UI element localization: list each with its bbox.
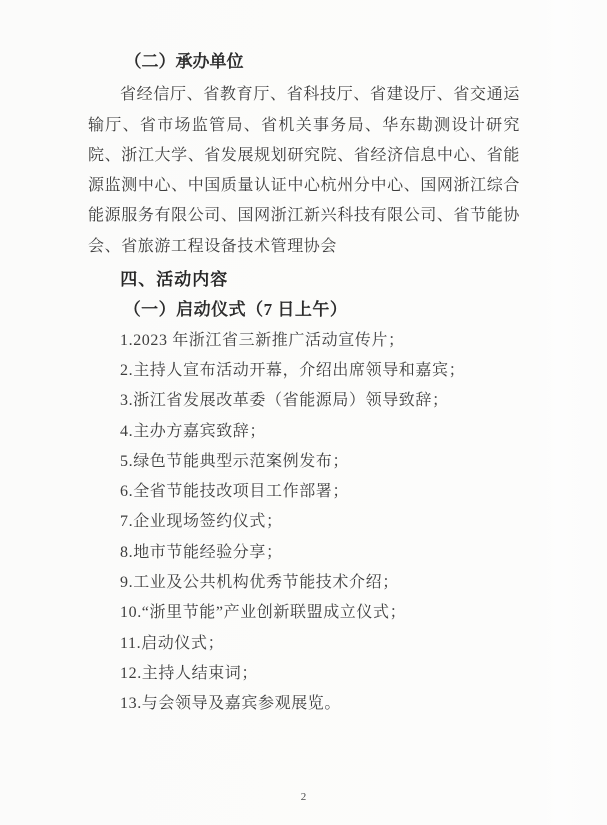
organizers-paragraph: 省经信厅、省教育厅、省科技厅、省建设厅、省交通运输厅、省市场监管局、省机关事务局、华东勘测设计研究院、浙江大学、省发展规划研究院、省经济信息中心、省能源监测中心、中国质量认证中心杭州分中心、国网浙江综合能源服务有限公司、国网浙江新兴科技有限公司、省节能协会、省旅游工程设备技术管理协会 [88, 86, 520, 255]
agenda-item: 11.启动仪式； [120, 634, 225, 652]
section-heading-organizers: （二）承办单位 [124, 52, 244, 71]
agenda-item: 8.地市节能经验分享； [120, 543, 283, 561]
agenda-item: 6.全省节能技改项目工作部署； [120, 483, 350, 501]
agenda-item: 2.主持人宣布活动开幕，介绍出席领导和嘉宾； [120, 361, 466, 379]
section-heading-activity-content: 四、活动内容 [120, 270, 229, 290]
subsection-heading-launch-ceremony: （一）启动仪式（7 日上午） [123, 300, 348, 320]
agenda-item: 5.绿色节能典型示范案例发布； [120, 452, 350, 470]
document-content [88, 47, 520, 720]
agenda-item: 12.主持人结束词； [120, 664, 259, 682]
agenda-item: 7.企业现场签约仪式； [120, 513, 283, 531]
agenda-item: 4.主办方嘉宾致辞； [120, 422, 267, 440]
agenda-item: 9.工业及公共机构优秀节能技术介绍； [120, 574, 399, 592]
agenda-item: 3.浙江省发展改革委（省能源局）领导致辞； [120, 392, 449, 410]
agenda-item: 10.“浙里节能”产业创新联盟成立仪式； [120, 604, 407, 622]
agenda-item: 13.与会领导及嘉宾参观展览。 [120, 695, 342, 713]
page-number: 2 [300, 791, 307, 803]
agenda-item: 1.2023 年浙江省三新推广活动宣传片； [120, 331, 405, 349]
agenda-list [88, 326, 520, 720]
